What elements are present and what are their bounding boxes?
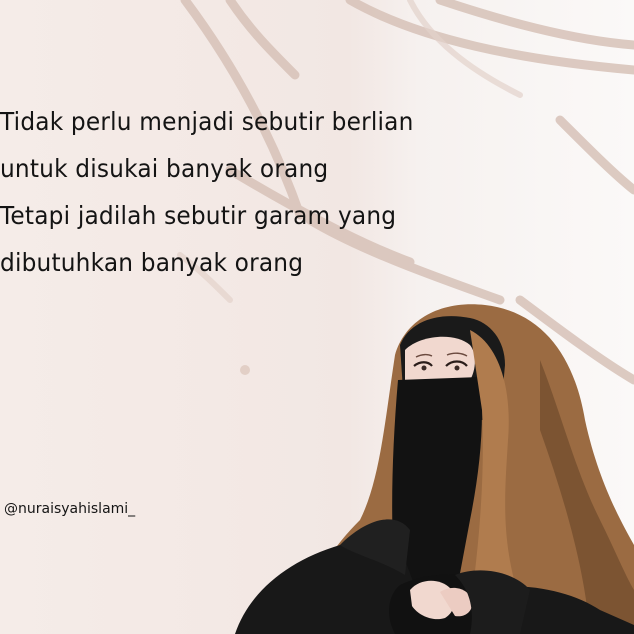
quote-line-2: untuk disukai banyak orang (0, 154, 329, 183)
instagram-handle: @nuraisyahislami_ (4, 501, 136, 517)
quote-line-1: Tidak perlu menjadi sebutir berlian (0, 107, 414, 136)
quote-line-4: dibutuhkan banyak orang (0, 248, 304, 277)
quote-line-3: Tetapi jadilah sebutir garam yang (0, 201, 397, 230)
